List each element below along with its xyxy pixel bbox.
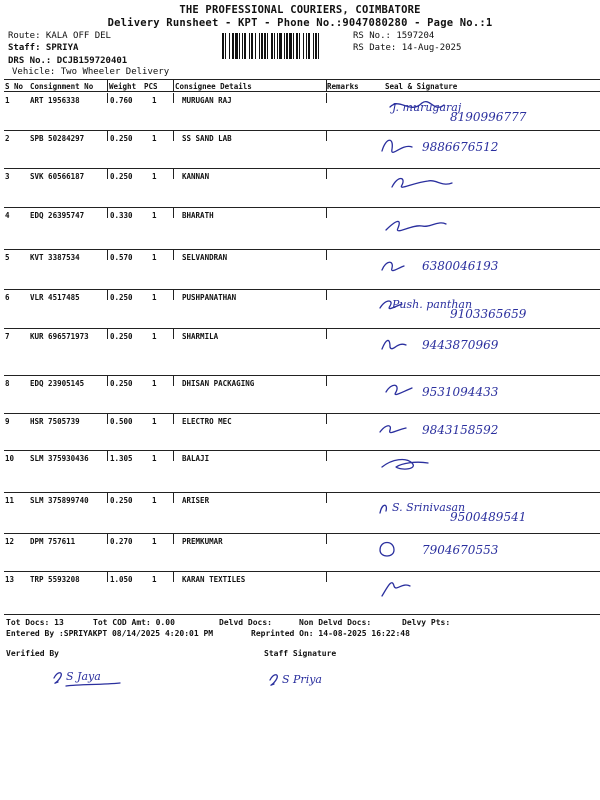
barcode-bar	[255, 33, 256, 59]
row-consignment-no: TRP 5593208	[30, 575, 80, 584]
row-pcs: 1	[152, 537, 157, 546]
barcode-bar	[251, 33, 253, 59]
row-consignment-no: SPB 50284297	[30, 134, 85, 143]
row-consignment-no: EDQ 26395747	[30, 211, 85, 220]
row-signature	[372, 536, 582, 568]
col-pcs: PCS	[144, 82, 158, 91]
non-delivered-docs: Non Delvd Docs:	[299, 618, 372, 627]
rs-date: RS Date: 14-Aug-2025	[353, 43, 462, 53]
row-signature	[372, 495, 582, 530]
row-divider	[4, 207, 600, 208]
row-divider	[4, 249, 600, 250]
signature-phone: 8190996777	[450, 110, 527, 124]
row-divider	[4, 168, 600, 169]
barcode-bar	[308, 33, 310, 59]
signature-scribble	[392, 179, 452, 188]
signature-phone: 9500489541	[450, 510, 527, 524]
row-divider	[4, 571, 600, 572]
row-weight: 0.250	[110, 134, 133, 143]
verified-by-label: Verified By	[6, 649, 59, 658]
row-pcs: 1	[152, 253, 157, 262]
cell-divider	[326, 93, 327, 103]
entered-by: Entered By :SPRIYAKPT 08/14/2025 4:20:01 PM	[6, 629, 214, 638]
row-consignment-no: EDQ 23905145	[30, 379, 85, 388]
row-weight: 0.500	[110, 417, 133, 426]
row-signature	[372, 252, 582, 286]
row-pcs: 1	[152, 134, 157, 143]
row-weight: 0.250	[110, 379, 133, 388]
row-consignee: KARAN TEXTILES	[182, 575, 246, 584]
signature-phone: 6380046193	[422, 259, 499, 273]
signature-phone: 9103365659	[450, 307, 527, 321]
row-consignment-no: KUR 696571973	[30, 332, 89, 341]
cell-divider	[173, 376, 174, 386]
row-consignment-no: SVK 60566187	[30, 172, 85, 181]
row-signature	[372, 171, 582, 204]
cell-divider	[173, 131, 174, 141]
barcode-bar	[274, 33, 275, 59]
delivered-docs: Delvd Docs:	[219, 618, 272, 627]
cell-divider	[107, 290, 108, 300]
barcode-bar	[267, 33, 268, 59]
row-signature	[372, 378, 582, 410]
row-divider	[4, 413, 600, 414]
cell-divider	[107, 93, 108, 103]
cell-divider	[326, 572, 327, 582]
row-signature	[372, 416, 582, 447]
signature-scribble	[382, 340, 406, 349]
row-pcs: 1	[152, 172, 157, 181]
cell-divider	[107, 250, 108, 260]
staff-label: Staff: SPRIYA	[8, 43, 79, 53]
delivery-points: Delvy Pts:	[402, 618, 451, 627]
barcode-bar	[232, 33, 234, 59]
row-divider	[4, 130, 600, 131]
cell-divider	[107, 572, 108, 582]
cell-divider	[107, 208, 108, 218]
signature-phone: 9531094433	[422, 385, 499, 399]
cell-divider	[326, 493, 327, 503]
cell-divider	[173, 493, 174, 503]
signature-scribble	[386, 385, 412, 394]
row-consignment-no: VLR 4517485	[30, 293, 80, 302]
cell-divider	[326, 290, 327, 300]
barcode-bar	[289, 33, 292, 59]
cell-divider	[173, 208, 174, 218]
cell-divider	[173, 93, 174, 103]
row-pcs: 1	[152, 293, 157, 302]
row-pcs: 1	[152, 211, 157, 220]
barcode-bar	[284, 33, 285, 59]
row-consignee: SHARMILA	[182, 332, 219, 341]
route-label: Route: KALA OFF DEL	[8, 31, 111, 41]
row-consignee: MURUGAN RAJ	[182, 96, 232, 105]
verified-signature	[50, 664, 130, 690]
barcode-bar	[303, 33, 304, 59]
rs-number: RS No.: 1597204	[353, 31, 435, 41]
signature-phone: 9886676512	[422, 140, 499, 154]
row-divider	[4, 375, 600, 376]
row-signature	[372, 133, 582, 165]
row-weight: 1.305	[110, 454, 133, 463]
cell-divider	[173, 329, 174, 339]
barcode-bar	[318, 33, 319, 59]
barcode-bar	[264, 33, 266, 59]
row-consignment-no: DPM 757611	[30, 537, 76, 546]
row-sno: 6	[5, 293, 10, 302]
signature-scribble	[380, 426, 406, 433]
barcode-bar	[296, 33, 298, 59]
row-consignee: ELECTRO MEC	[182, 417, 232, 426]
row-pcs: 1	[152, 332, 157, 341]
cell-divider	[326, 451, 327, 461]
signature-scribble	[382, 140, 412, 152]
barcode-bar	[225, 33, 226, 59]
signature-phone: 9443870969	[422, 338, 499, 352]
barcode-bar	[299, 33, 300, 59]
row-consignment-no: SLM 375899740	[30, 496, 89, 505]
signature-scribble	[382, 262, 404, 270]
row-weight: 0.250	[110, 332, 133, 341]
row-consignee: PUSHPANATHAN	[182, 293, 237, 302]
cell-divider	[326, 414, 327, 424]
row-pcs: 1	[152, 417, 157, 426]
row-pcs: 1	[152, 496, 157, 505]
company-title: THE PROFESSIONAL COURIERS, COIMBATORE	[179, 4, 421, 16]
row-sno: 12	[5, 537, 15, 546]
row-consignee: KANNAN	[182, 172, 210, 181]
barcode-bar	[313, 33, 314, 59]
cell-divider	[107, 493, 108, 503]
svg-text:S Priya: S Priya	[282, 673, 322, 686]
cell-divider	[326, 131, 327, 141]
drs-number: DRS No.: DCJB159720401	[8, 56, 128, 66]
row-consignee: SELVANDRAN	[182, 253, 228, 262]
row-consignee: ARISER	[182, 496, 210, 505]
cell-divider	[173, 534, 174, 544]
cell-divider	[326, 376, 327, 386]
row-signature	[372, 292, 582, 325]
signature-scribble	[380, 543, 394, 557]
cell-divider	[326, 208, 327, 218]
signature-name: J. murugaraj	[392, 101, 462, 114]
row-sno: 10	[5, 454, 15, 463]
barcode-bar	[261, 33, 263, 59]
row-divider	[4, 492, 600, 493]
row-consignment-no: KVT 3387534	[30, 253, 80, 262]
row-signature	[372, 210, 582, 246]
signature-name: Push. panthan	[392, 298, 473, 311]
row-consignee: PREMKUMAR	[182, 537, 223, 546]
cell-divider	[107, 451, 108, 461]
row-signature	[372, 95, 582, 127]
row-signature	[372, 574, 582, 611]
barcode-bar	[315, 33, 317, 59]
barcode-bar	[306, 33, 307, 59]
row-sno: 8	[5, 379, 10, 388]
barcode-bar	[286, 33, 288, 59]
row-divider	[4, 328, 600, 329]
cell-divider	[107, 376, 108, 386]
row-weight: 1.050	[110, 575, 133, 584]
cell-divider	[107, 329, 108, 339]
row-weight: 0.330	[110, 211, 133, 220]
cell-divider	[173, 250, 174, 260]
svg-text:S Jaya: S Jaya	[66, 670, 101, 683]
barcode-bar	[244, 33, 246, 59]
row-signature	[372, 453, 582, 489]
col-consignee: Consignee Details	[175, 82, 252, 91]
col-seal-signature: Seal & Signature	[385, 82, 458, 91]
barcode-bar	[242, 33, 243, 59]
cell-divider	[107, 169, 108, 179]
barcode-bar	[249, 33, 250, 59]
cell-divider	[173, 169, 174, 179]
signature-scribble	[380, 505, 386, 513]
signature-scribble	[382, 460, 428, 470]
row-consignment-no: SLM 375930436	[30, 454, 89, 463]
cell-divider	[107, 131, 108, 141]
row-pcs: 1	[152, 379, 157, 388]
cell-divider	[173, 572, 174, 582]
col-consignment: Consignment No	[30, 82, 94, 91]
cell-divider	[107, 534, 108, 544]
row-sno: 4	[5, 211, 10, 220]
cell-divider	[173, 414, 174, 424]
row-sno: 3	[5, 172, 10, 181]
row-weight: 0.760	[110, 96, 133, 105]
barcode-bar	[239, 33, 240, 59]
signature-phone: 9843158592	[422, 423, 499, 437]
row-weight: 0.570	[110, 253, 133, 262]
cell-divider	[326, 169, 327, 179]
row-weight: 0.270	[110, 537, 133, 546]
row-sno: 2	[5, 134, 10, 143]
barcode-bar	[222, 33, 224, 59]
tot-cod-amount: Tot COD Amt: 0.00	[93, 618, 175, 627]
row-pcs: 1	[152, 454, 157, 463]
row-consignee: BHARATH	[182, 211, 214, 220]
cell-divider	[173, 451, 174, 461]
col-weight: Weight	[109, 82, 137, 91]
row-divider	[4, 450, 600, 451]
cell-divider	[173, 290, 174, 300]
signature-scribble	[386, 221, 446, 230]
barcode-bar	[277, 33, 278, 59]
row-sno: 13	[5, 575, 15, 584]
row-consignee: BALAJI	[182, 454, 210, 463]
row-divider	[4, 533, 600, 534]
col-remarks: Remarks	[327, 82, 359, 91]
signature-name: S. Srinivasan	[392, 501, 466, 514]
row-weight: 0.250	[110, 293, 133, 302]
cell-divider	[326, 329, 327, 339]
signature-phone: 7904670553	[422, 543, 499, 557]
cell-divider	[107, 414, 108, 424]
runsheet-subtitle: Delivery Runsheet - KPT - Phone No.:9047080280 - Page No.:1	[107, 17, 493, 29]
row-weight: 0.250	[110, 172, 133, 181]
row-sno: 9	[5, 417, 10, 426]
tot-docs: Tot Docs: 13	[6, 618, 64, 627]
cell-divider	[326, 250, 327, 260]
row-consignment-no: ART 1956338	[30, 96, 80, 105]
row-signature	[372, 331, 582, 372]
row-sno: 11	[5, 496, 15, 505]
row-weight: 0.250	[110, 496, 133, 505]
row-divider	[4, 289, 600, 290]
row-sno: 5	[5, 253, 10, 262]
vehicle-label: Vehicle: Two Wheeler Delivery	[12, 67, 170, 77]
barcode-bar	[259, 33, 260, 59]
reprinted-on: Reprinted On: 14-08-2025 16:22:48	[251, 629, 410, 638]
barcode-bar	[271, 33, 273, 59]
row-pcs: 1	[152, 575, 157, 584]
row-consignee: SS SAND LAB	[182, 134, 232, 143]
staff-signature	[266, 668, 346, 694]
row-sno: 7	[5, 332, 10, 341]
barcode-bar	[279, 33, 282, 59]
row-consignment-no: HSR 7505739	[30, 417, 80, 426]
barcode-bar	[293, 33, 294, 59]
barcode	[222, 33, 350, 59]
col-sno: S No	[5, 82, 24, 91]
signature-scribble	[382, 583, 410, 596]
staff-signature-label: Staff Signature	[264, 649, 337, 658]
barcode-bar	[229, 33, 230, 59]
row-sno: 1	[5, 96, 10, 105]
row-consignee: DHISAN PACKAGING	[182, 379, 255, 388]
barcode-bar	[235, 33, 238, 59]
cell-divider	[326, 534, 327, 544]
row-pcs: 1	[152, 96, 157, 105]
